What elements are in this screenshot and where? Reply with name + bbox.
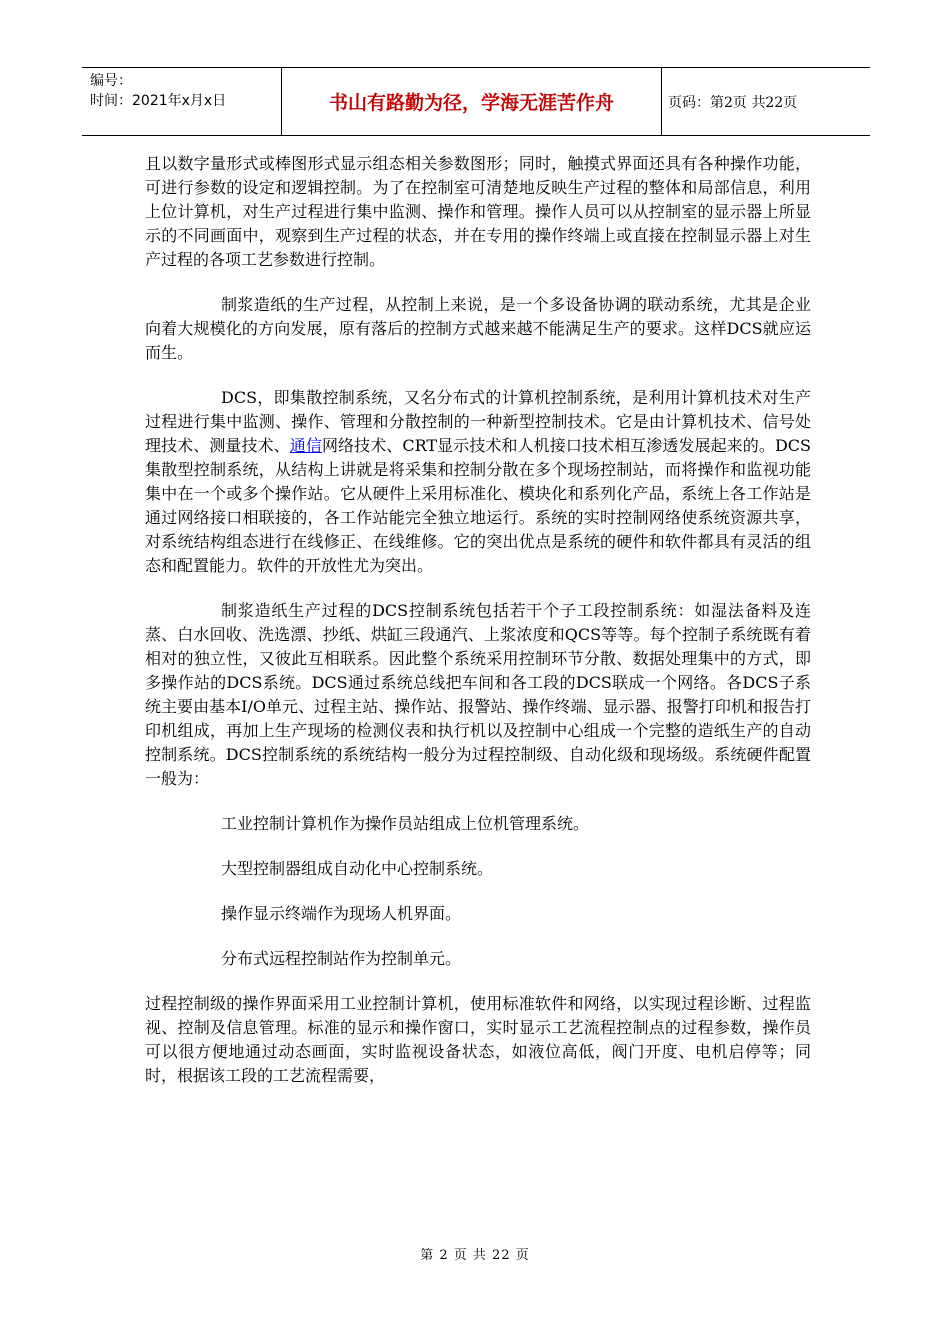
paragraph-1: 且以数字量形式或棒图形式显示组态相关参数图形；同时，触摸式界面还具有各种操作功能，可进行参数的设定和逻辑控制。为了在控制室可清楚地反映生产过程的整体和局部信息，利用上位计算机，对生产过程进行集中监测、操作和管理。操作人员可以从控制室的显示器上所显示的不同画面中，观察到生产过程的状态，并在专用的操作终端上或直接在控制显示器上对生产过程的各项工艺参数进行控制。 xyxy=(145,154,811,269)
page-footer: 第 2 页 共 22 页 xyxy=(420,1248,530,1263)
document-number-label: 编号： xyxy=(90,73,132,89)
header-page-info: 页码：第2页 共22页 xyxy=(668,94,798,111)
hardware-item-3: 操作显示终端作为现场人机界面。 xyxy=(221,904,462,923)
paragraph-4: 制浆造纸生产过程的DCS控制系统包括若干个子工段控制系统：如湿法备料及连蒸、白水回收、洗选漂、抄纸、烘缸三段通汽、上浆浓度和QCS等等。每个控制子系统既有着相对的独立性，又彼此互相联系。因此整个系统采用控制环节分散、数据处理集中的方式，即多操作站的DCS系统。DCS通过系统总线把车间和各工段的DCS联成一个网络。各DCS子系统主要由基本I/O单元、过程主站、操作站、报警站、操作终端、显示器、报警打印机和报告打印机组成，再加上生产现场的检测仪表和执行机以及控制中心组成一个完整的造纸生产的自动控制系统。DCS控制系统的系统结构一般分为过程控制级、自动化级和现场级。系统硬件配置一般为： xyxy=(145,601,811,788)
paragraph-3-text-before: DCS，即集散控制系统，又名分布式的计算机控制系统，是利用计算机技术对生产过程进行集中监测、操作、管理和分散控制的一种新型控制技术。它是由计算机技术、信号处理技术、测量技术、 xyxy=(145,388,811,455)
header-meta xyxy=(82,68,282,135)
paragraph-2: 制浆造纸的生产过程，从控制上来说，是一个多设备协调的联动系统，尤其是企业向着大规模化的方向发展，原有落后的控制方式越来越不能满足生产的要求。这样DCS就应运而生。 xyxy=(145,295,811,362)
document-date: 时间：2021年x月x日 xyxy=(90,93,227,109)
header-motto: 书山有路勤为径，学海无涯苦作舟 xyxy=(282,68,662,135)
paragraph-3 xyxy=(145,386,811,578)
paragraph-5: 过程控制级的操作界面采用工业控制计算机，使用标准软件和网络，以实现过程诊断、过程监视、控制及信息管理。标准的显示和操作窗口，实时显示工艺流程控制点的过程参数，操作员可以很方便地通过动态画面，实时监视设备状态，如液位高低，阀门开度、电机启停等；同时，根据该工段的工艺流程需要， xyxy=(145,994,811,1085)
page-header xyxy=(82,67,870,136)
hardware-item-4: 分布式远程控制站作为控制单元。 xyxy=(221,949,462,968)
hardware-item-2: 大型控制器组成自动化中心控制系统。 xyxy=(221,859,494,878)
hardware-item-1: 工业控制计算机作为操作员站组成上位机管理系统。 xyxy=(221,814,590,833)
document-body xyxy=(145,152,811,1109)
paragraph-3-text-after: 网络技术、CRT显示技术和人机接口技术相互渗透发展起来的。DCS集散型控制系统，从结构上讲就是将采集和控制分散在多个现场控制站，而将操作和监视功能集中在一个或多个操作站。它从硬件上采用标准化、模块化和系列化产品，系统上各工作站是通过网络接口相联接的，各工作站能完全独立地运行。系统的实时控制网络使系统资源共享，对系统结构组态进行在线修正、在线维修。它的突出优点是系统的硬件和软件都具有灵活的组态和配置能力。软件的开放性尤为突出。 xyxy=(145,436,811,575)
communication-link[interactable]: 通信 xyxy=(289,436,322,455)
